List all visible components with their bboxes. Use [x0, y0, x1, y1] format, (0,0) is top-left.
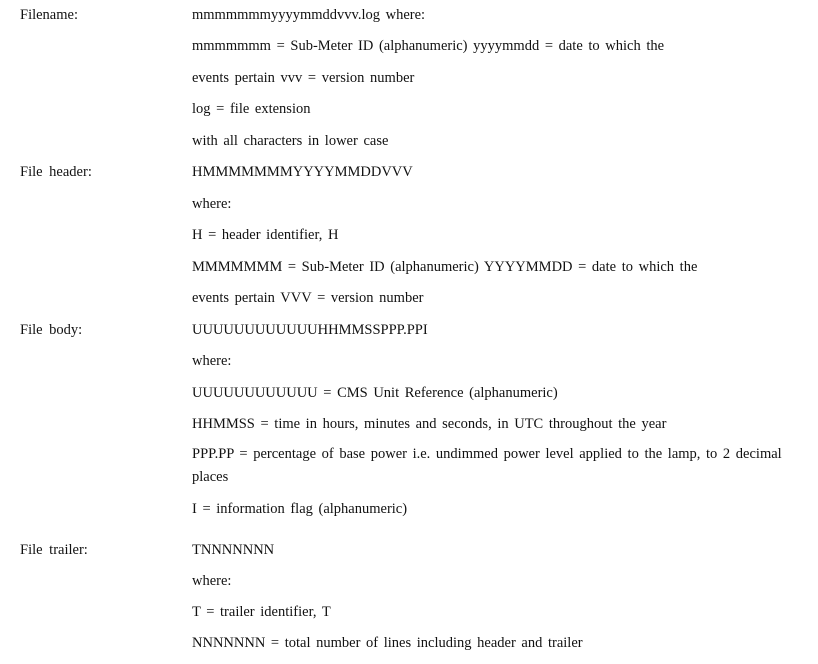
- where-text: where:: [192, 353, 232, 369]
- definition-line: H = header identifier, H: [192, 227, 339, 243]
- definition-line: UUUUUUUUUUUU = CMS Unit Reference (alphanumeric): [192, 385, 558, 401]
- definition-line: T = trailer identifier, T: [192, 604, 331, 620]
- trailer-pattern: TNNNNNNN: [192, 542, 275, 558]
- definition-line: PPP.PP = percentage of base power i.e. undimmed power level applied to the lamp, to 2 decimal places: [192, 446, 782, 485]
- definition-line: mmmmmmm = Sub-Meter ID (alphanumeric) yyyymmdd = date to which the: [192, 38, 665, 54]
- where-text: where:: [192, 573, 232, 589]
- definition-line: events pertain vvv = version number: [192, 70, 415, 86]
- section-label-filename: Filename:: [20, 7, 78, 23]
- section-label-file-header: File header:: [20, 164, 92, 180]
- definition-line: with all characters in lower case: [192, 133, 389, 149]
- definition-line: log = file extension: [192, 101, 311, 117]
- definition-line: MMMMMMM = Sub-Meter ID (alphanumeric) YYYYMMDD = date to which the: [192, 259, 698, 275]
- definition-line: NNNNNNN = total number of lines including header and trailer: [192, 635, 583, 651]
- section-label-file-body: File body:: [20, 322, 83, 338]
- filename-pattern: mmmmmmmyyyymmddvvv.log where:: [192, 7, 426, 23]
- section-label-file-trailer: File trailer:: [20, 542, 88, 558]
- definition-line: I = information flag (alphanumeric): [192, 501, 408, 517]
- definition-line: HHMMSS = time in hours, minutes and seconds, in UTC throughout the year: [192, 416, 667, 432]
- header-pattern: HMMMMMMMYYYYMMDDVVV: [192, 164, 413, 180]
- body-pattern: UUUUUUUUUUUUHHMMSSPPP.PPI: [192, 322, 428, 338]
- definition-line: events pertain VVV = version number: [192, 290, 424, 306]
- where-text: where:: [192, 196, 232, 212]
